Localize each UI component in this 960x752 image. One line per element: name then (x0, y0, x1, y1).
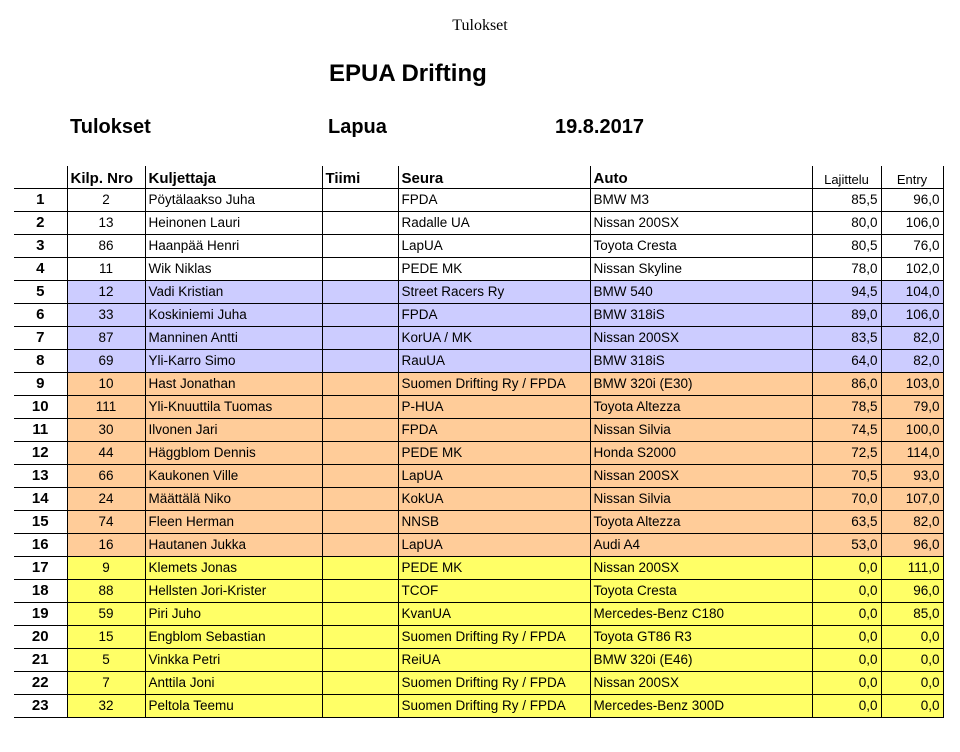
entry-cell: 0,0 (881, 694, 943, 717)
driver-cell: Määttälä Niko (145, 487, 322, 510)
car-cell: Nissan 200SX (590, 326, 812, 349)
driver-cell: Vadi Kristian (145, 280, 322, 303)
entry-cell: 82,0 (881, 349, 943, 372)
position-cell: 18 (14, 579, 67, 602)
driver-cell: Hast Jonathan (145, 372, 322, 395)
entry-cell: 96,0 (881, 533, 943, 556)
position-cell: 13 (14, 464, 67, 487)
position-cell: 6 (14, 303, 67, 326)
number-cell: 32 (67, 694, 145, 717)
car-cell: Mercedes-Benz 300D (590, 694, 812, 717)
club-cell: FPDA (398, 188, 590, 211)
qualifying-cell: 78,5 (812, 395, 881, 418)
car-cell: Nissan Silvia (590, 418, 812, 441)
driver-cell: Engblom Sebastian (145, 625, 322, 648)
qualifying-cell: 83,5 (812, 326, 881, 349)
table-row (14, 671, 943, 694)
driver-cell: Hautanen Jukka (145, 533, 322, 556)
driver-cell: Piri Juho (145, 602, 322, 625)
club-cell: RauUA (398, 349, 590, 372)
table-row (14, 694, 943, 717)
team-cell (322, 234, 398, 257)
car-cell: Nissan 200SX (590, 211, 812, 234)
table-row (14, 349, 943, 372)
entry-cell: 96,0 (881, 579, 943, 602)
qualifying-cell: 0,0 (812, 579, 881, 602)
number-cell: 24 (67, 487, 145, 510)
position-cell: 12 (14, 441, 67, 464)
number-cell: 111 (67, 395, 145, 418)
car-cell: BMW 320i (E30) (590, 372, 812, 395)
entry-cell: 85,0 (881, 602, 943, 625)
position-cell: 3 (14, 234, 67, 257)
header-qualifying: Lajittelu (812, 166, 881, 188)
entry-cell: 100,0 (881, 418, 943, 441)
position-cell: 16 (14, 533, 67, 556)
table-header-row (14, 166, 943, 188)
position-cell: 9 (14, 372, 67, 395)
driver-cell: Peltola Teemu (145, 694, 322, 717)
entry-cell: 76,0 (881, 234, 943, 257)
qualifying-cell: 0,0 (812, 648, 881, 671)
number-cell: 2 (67, 188, 145, 211)
number-cell: 33 (67, 303, 145, 326)
entry-cell: 96,0 (881, 188, 943, 211)
team-cell (322, 211, 398, 234)
page-title: EPUA Drifting (329, 60, 487, 87)
team-cell (322, 625, 398, 648)
number-cell: 10 (67, 372, 145, 395)
club-cell: LapUA (398, 234, 590, 257)
table-row (14, 234, 943, 257)
car-cell: Nissan 200SX (590, 671, 812, 694)
driver-cell: Manninen Antti (145, 326, 322, 349)
position-cell: 20 (14, 625, 67, 648)
event-date: 19.8.2017 (555, 116, 644, 138)
club-cell: KvanUA (398, 602, 590, 625)
qualifying-cell: 85,5 (812, 188, 881, 211)
number-cell: 15 (67, 625, 145, 648)
car-cell: BMW 318iS (590, 349, 812, 372)
club-cell: KorUA / MK (398, 326, 590, 349)
number-cell: 59 (67, 602, 145, 625)
number-cell: 13 (67, 211, 145, 234)
number-cell: 9 (67, 556, 145, 579)
entry-cell: 0,0 (881, 671, 943, 694)
car-cell: Toyota Altezza (590, 510, 812, 533)
team-cell (322, 372, 398, 395)
car-cell: BMW 540 (590, 280, 812, 303)
entry-cell: 82,0 (881, 326, 943, 349)
qualifying-cell: 86,0 (812, 372, 881, 395)
club-cell: Suomen Drifting Ry / FPDA (398, 694, 590, 717)
table-row (14, 510, 943, 533)
club-cell: LapUA (398, 464, 590, 487)
qualifying-cell: 64,0 (812, 349, 881, 372)
qualifying-cell: 0,0 (812, 671, 881, 694)
table-row (14, 625, 943, 648)
club-cell: Suomen Drifting Ry / FPDA (398, 625, 590, 648)
club-cell: TCOF (398, 579, 590, 602)
qualifying-cell: 80,0 (812, 211, 881, 234)
table-row (14, 211, 943, 234)
entry-cell: 111,0 (881, 556, 943, 579)
table-row (14, 464, 943, 487)
number-cell: 5 (67, 648, 145, 671)
position-cell: 19 (14, 602, 67, 625)
driver-cell: Yli-Knuuttila Tuomas (145, 395, 322, 418)
club-cell: ReiUA (398, 648, 590, 671)
position-cell: 8 (14, 349, 67, 372)
driver-cell: Pöytälaakso Juha (145, 188, 322, 211)
table-row (14, 602, 943, 625)
team-cell (322, 602, 398, 625)
header-car: Auto (590, 166, 812, 188)
number-cell: 66 (67, 464, 145, 487)
entry-cell: 79,0 (881, 395, 943, 418)
entry-cell: 114,0 (881, 441, 943, 464)
driver-cell: Hellsten Jori-Krister (145, 579, 322, 602)
header-position (14, 166, 67, 188)
driver-cell: Wik Niklas (145, 257, 322, 280)
number-cell: 12 (67, 280, 145, 303)
car-cell: Audi A4 (590, 533, 812, 556)
position-cell: 15 (14, 510, 67, 533)
driver-cell: Klemets Jonas (145, 556, 322, 579)
team-cell (322, 326, 398, 349)
header-driver: Kuljettaja (145, 166, 322, 188)
table-row (14, 303, 943, 326)
table-row (14, 280, 943, 303)
club-cell: Suomen Drifting Ry / FPDA (398, 671, 590, 694)
number-cell: 44 (67, 441, 145, 464)
event-location: Lapua (328, 116, 387, 138)
entry-cell: 104,0 (881, 280, 943, 303)
driver-cell: Vinkka Petri (145, 648, 322, 671)
qualifying-cell: 70,5 (812, 464, 881, 487)
car-cell: BMW M3 (590, 188, 812, 211)
table-row (14, 487, 943, 510)
position-cell: 4 (14, 257, 67, 280)
team-cell (322, 418, 398, 441)
driver-cell: Haanpää Henri (145, 234, 322, 257)
number-cell: 69 (67, 349, 145, 372)
team-cell (322, 395, 398, 418)
table-row (14, 418, 943, 441)
qualifying-cell: 70,0 (812, 487, 881, 510)
club-cell: PEDE MK (398, 257, 590, 280)
entry-cell: 106,0 (881, 303, 943, 326)
team-cell (322, 464, 398, 487)
table-row (14, 326, 943, 349)
position-cell: 23 (14, 694, 67, 717)
driver-cell: Yli-Karro Simo (145, 349, 322, 372)
entry-cell: 106,0 (881, 211, 943, 234)
table-row (14, 579, 943, 602)
qualifying-cell: 0,0 (812, 625, 881, 648)
position-cell: 7 (14, 326, 67, 349)
team-cell (322, 280, 398, 303)
car-cell: Toyota Cresta (590, 579, 812, 602)
car-cell: Nissan Silvia (590, 487, 812, 510)
number-cell: 74 (67, 510, 145, 533)
club-cell: P-HUA (398, 395, 590, 418)
header-number: Kilp. Nro (67, 166, 145, 188)
qualifying-cell: 80,5 (812, 234, 881, 257)
club-cell: FPDA (398, 418, 590, 441)
club-cell: LapUA (398, 533, 590, 556)
table-row (14, 533, 943, 556)
document-header-title: Tulokset (452, 17, 508, 34)
qualifying-cell: 74,5 (812, 418, 881, 441)
position-cell: 5 (14, 280, 67, 303)
header-team: Tiimi (322, 166, 398, 188)
team-cell (322, 579, 398, 602)
driver-cell: Fleen Herman (145, 510, 322, 533)
header-club: Seura (398, 166, 590, 188)
driver-cell: Anttila Joni (145, 671, 322, 694)
car-cell: Mercedes-Benz C180 (590, 602, 812, 625)
entry-cell: 93,0 (881, 464, 943, 487)
position-cell: 1 (14, 188, 67, 211)
team-cell (322, 671, 398, 694)
results-label: Tulokset (70, 116, 151, 138)
entry-cell: 0,0 (881, 625, 943, 648)
position-cell: 11 (14, 418, 67, 441)
entry-cell: 107,0 (881, 487, 943, 510)
club-cell: Suomen Drifting Ry / FPDA (398, 372, 590, 395)
club-cell: FPDA (398, 303, 590, 326)
results-table (14, 166, 944, 718)
qualifying-cell: 0,0 (812, 556, 881, 579)
results-body (14, 188, 943, 717)
team-cell (322, 510, 398, 533)
number-cell: 11 (67, 257, 145, 280)
car-cell: Toyota Cresta (590, 234, 812, 257)
qualifying-cell: 72,5 (812, 441, 881, 464)
table-row (14, 395, 943, 418)
qualifying-cell: 94,5 (812, 280, 881, 303)
team-cell (322, 694, 398, 717)
car-cell: Nissan 200SX (590, 556, 812, 579)
team-cell (322, 556, 398, 579)
team-cell (322, 188, 398, 211)
club-cell: KokUA (398, 487, 590, 510)
club-cell: PEDE MK (398, 441, 590, 464)
number-cell: 7 (67, 671, 145, 694)
qualifying-cell: 89,0 (812, 303, 881, 326)
entry-cell: 102,0 (881, 257, 943, 280)
table-row (14, 188, 943, 211)
table-row (14, 257, 943, 280)
position-cell: 21 (14, 648, 67, 671)
driver-cell: Koskiniemi Juha (145, 303, 322, 326)
driver-cell: Häggblom Dennis (145, 441, 322, 464)
number-cell: 16 (67, 533, 145, 556)
table-row (14, 648, 943, 671)
club-cell: NNSB (398, 510, 590, 533)
number-cell: 87 (67, 326, 145, 349)
car-cell: Nissan 200SX (590, 464, 812, 487)
table-row (14, 556, 943, 579)
qualifying-cell: 53,0 (812, 533, 881, 556)
qualifying-cell: 78,0 (812, 257, 881, 280)
entry-cell: 0,0 (881, 648, 943, 671)
position-cell: 17 (14, 556, 67, 579)
team-cell (322, 648, 398, 671)
team-cell (322, 533, 398, 556)
club-cell: Radalle UA (398, 211, 590, 234)
team-cell (322, 349, 398, 372)
driver-cell: Kaukonen Ville (145, 464, 322, 487)
table-row (14, 441, 943, 464)
qualifying-cell: 63,5 (812, 510, 881, 533)
car-cell: Toyota Altezza (590, 395, 812, 418)
position-cell: 10 (14, 395, 67, 418)
position-cell: 22 (14, 671, 67, 694)
qualifying-cell: 0,0 (812, 602, 881, 625)
number-cell: 86 (67, 234, 145, 257)
car-cell: BMW 320i (E46) (590, 648, 812, 671)
table-row (14, 372, 943, 395)
team-cell (322, 487, 398, 510)
car-cell: Honda S2000 (590, 441, 812, 464)
driver-cell: Ilvonen Jari (145, 418, 322, 441)
team-cell (322, 303, 398, 326)
car-cell: Toyota GT86 R3 (590, 625, 812, 648)
entry-cell: 82,0 (881, 510, 943, 533)
entry-cell: 103,0 (881, 372, 943, 395)
position-cell: 2 (14, 211, 67, 234)
qualifying-cell: 0,0 (812, 694, 881, 717)
car-cell: Nissan Skyline (590, 257, 812, 280)
number-cell: 88 (67, 579, 145, 602)
number-cell: 30 (67, 418, 145, 441)
car-cell: BMW 318iS (590, 303, 812, 326)
team-cell (322, 441, 398, 464)
driver-cell: Heinonen Lauri (145, 211, 322, 234)
club-cell: PEDE MK (398, 556, 590, 579)
header-entry: Entry (881, 166, 943, 188)
club-cell: Street Racers Ry (398, 280, 590, 303)
team-cell (322, 257, 398, 280)
position-cell: 14 (14, 487, 67, 510)
